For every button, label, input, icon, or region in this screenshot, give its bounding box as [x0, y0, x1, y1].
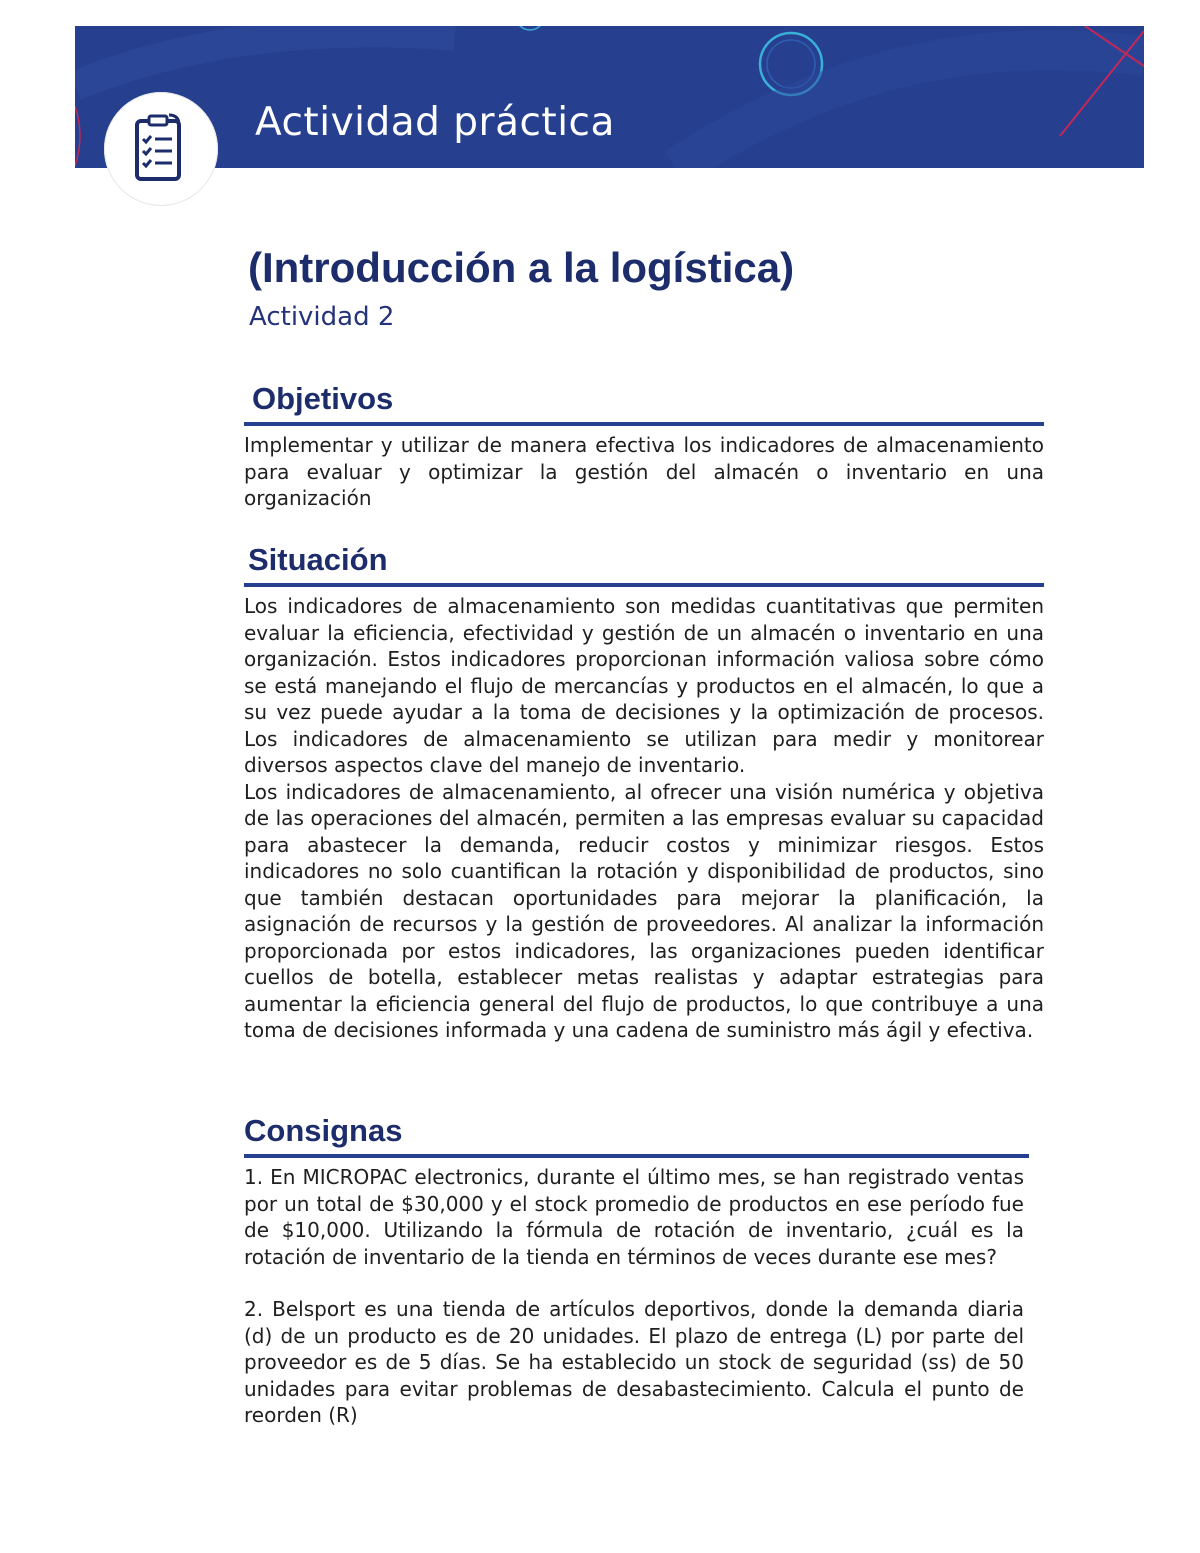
objetivos-text: Implementar y utilizar de manera efectiva los indicadores de almacenamiento para evaluar y optimizar la gestión del almacén o inventario en una organización: [244, 433, 1044, 510]
document-subtitle: Actividad 2: [249, 302, 395, 332]
situacion-heading: Situación: [248, 542, 388, 577]
objetivos-section: [244, 380, 1044, 512]
consigna-item: 1. En MICROPAC electronics, durante el último mes, se han registrado ventas por un total de $30,000 y el stock promedio de productos en ese período fue de $10,000. Utilizando la fórmula de rotación de inventario, ¿cuál es la rotación de inventario de la tienda en términos de veces durante ese mes?: [244, 1165, 1024, 1269]
section-divider: [244, 1154, 1029, 1158]
situacion-paragraph: Los indicadores de almacenamiento son medidas cuantitativas que permiten evaluar la eficiencia, efectividad y gestión de un almacén o inventario en una organización. Estos indicadores proporcionan información valiosa sobre cómo se está manejando el flujo de mercancías y productos en el almacén, lo que a su vez puede ayudar a la toma de decisiones y la optimización de procesos. Los indicadores de almacenamiento se utilizan para medir y monitorear diversos aspectos clave del manejo de inventario.: [244, 594, 1044, 777]
situacion-paragraph: Los indicadores de almacenamiento, al ofrecer una visión numérica y objetiva de las operaciones del almacén, permiten a las empresas evaluar su capacidad para abastecer la demanda, reducir costos y minimizar riesgos. Estos indicadores no solo cuantifican la rotación y disponibilidad de productos, sino que también destacan oportunidades para mejorar la planificación, la asignación de recursos y la gestión de proveedores. Al analizar la información proporcionada por estos indicadores, las organizaciones pueden identificar cuellos de botella, establecer metas realistas y adaptar estrategias para aumentar la eficiencia general del flujo de productos, lo que contribuye a una toma de decisiones informada y una cadena de suministro más ágil y efectiva.: [244, 779, 1044, 1042]
clipboard-checklist-icon: [104, 92, 218, 206]
objetivos-heading: Objetivos: [252, 381, 394, 416]
section-divider: [244, 422, 1044, 426]
section-divider: [244, 583, 1044, 587]
situacion-section: [244, 541, 1044, 1044]
consignas-heading: Consignas: [244, 1113, 403, 1148]
consignas-section: [244, 1112, 1024, 1429]
consigna-item: 2. Belsport es una tienda de artículos deportivos, donde la demanda diaria (d) de un producto es de 20 unidades. El plazo de entrega (L) por parte del proveedor es de 5 días. Se ha establecido un stock de seguridad (ss) de 50 unidades para evitar problemas de desabastecimiento. Calcula el punto de reorden (R): [244, 1297, 1024, 1427]
banner-decoration: [75, 26, 1144, 168]
banner-title: Actividad práctica: [255, 100, 615, 145]
header-banner: [75, 26, 1144, 168]
document-title: (Introducción a la logística): [248, 244, 795, 291]
